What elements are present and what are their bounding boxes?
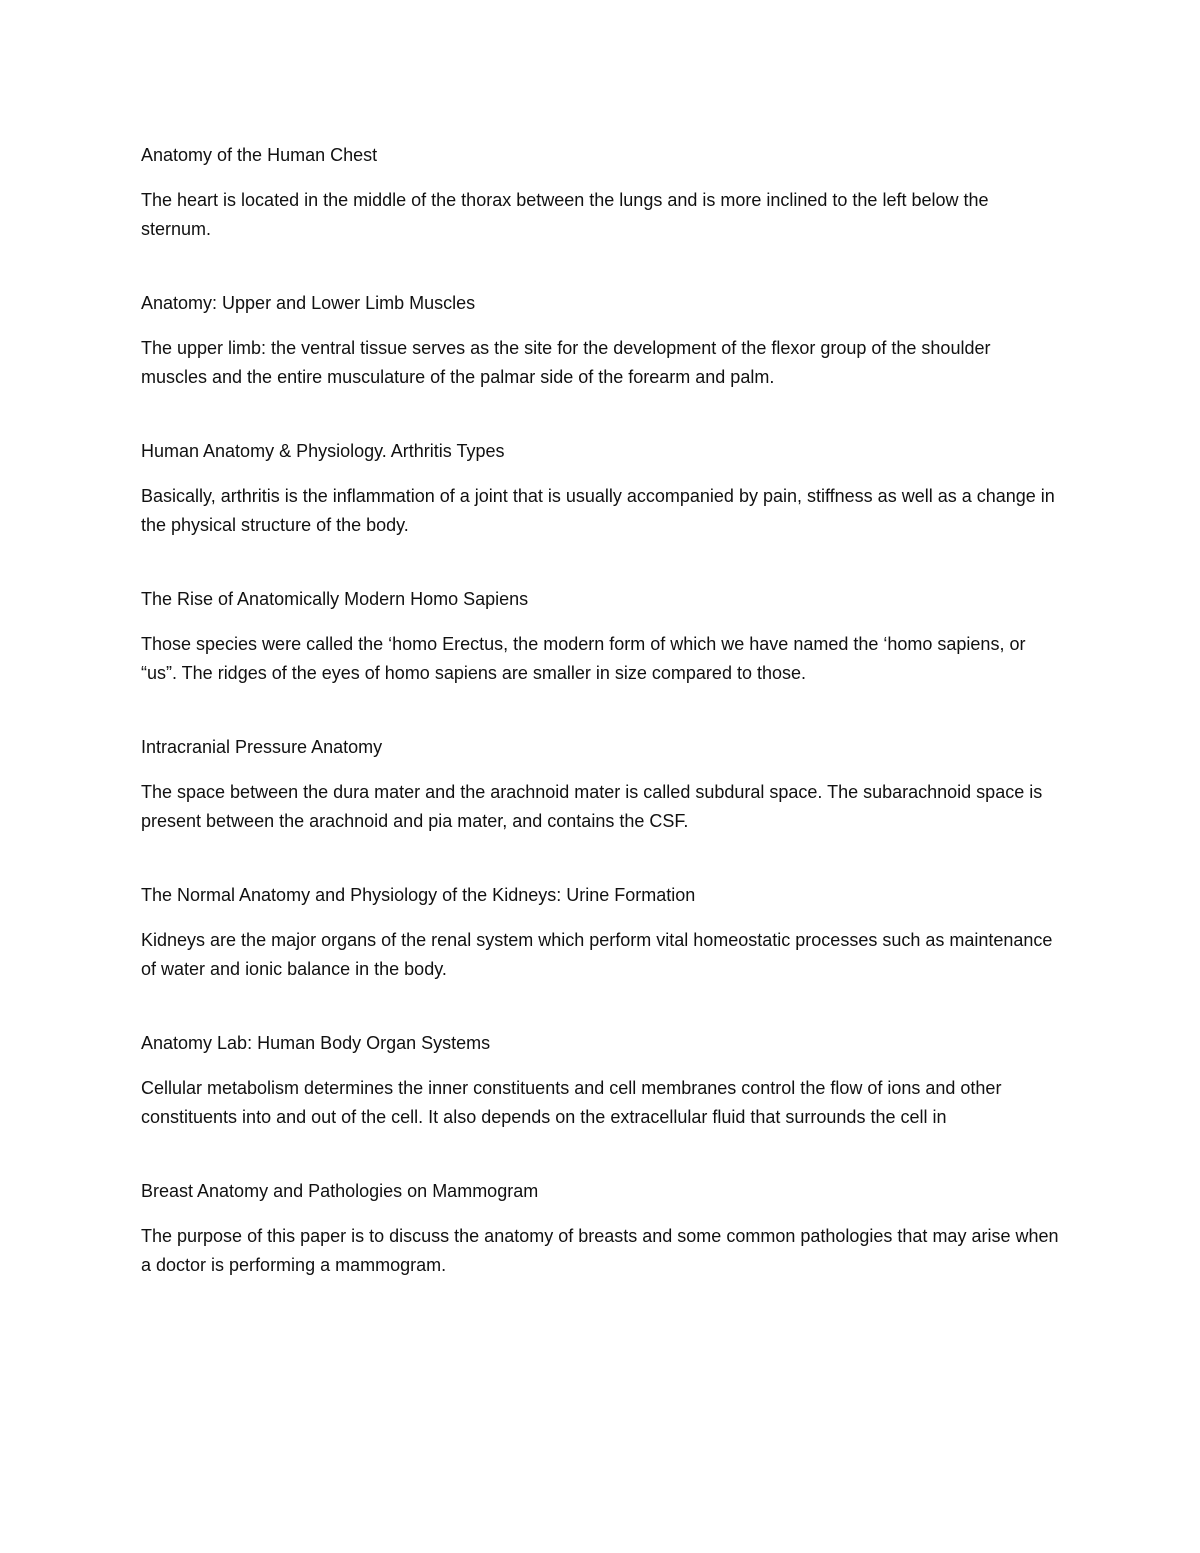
entry-body: Those species were called the ‘homo Erectus, the modern form of which we have named the ‘homo sapiens, or “us”. The ridges of the eyes of homo sapiens are smaller in size compared to those. (141, 634, 1026, 683)
entry-title: Anatomy of the Human Chest (141, 145, 378, 165)
entry-chest (141, 141, 1061, 244)
entry-limb-muscles (141, 289, 1061, 392)
entry-organ-systems (141, 1029, 1061, 1132)
entry-body: Kidneys are the major organs of the renal system which perform vital homeostatic processes such as maintenance of water and ionic balance in the body. (141, 930, 1053, 979)
entry-arthritis (141, 437, 1061, 540)
entry-body: The upper limb: the ventral tissue serves as the site for the development of the flexor group of the shoulder muscles and the entire musculature of the palmar side of the forearm and palm. (141, 338, 991, 387)
entry-title: Human Anatomy & Physiology. Arthritis Types (141, 441, 505, 461)
entry-homo-sapiens (141, 585, 1061, 688)
entry-body: The heart is located in the middle of the thorax between the lungs and is more inclined to the left below the sternum. (141, 190, 989, 239)
entry-mammogram (141, 1177, 1061, 1280)
entry-title: Breast Anatomy and Pathologies on Mammogram (141, 1181, 539, 1201)
entry-title: The Normal Anatomy and Physiology of the Kidneys: Urine Formation (141, 885, 696, 905)
entry-body: The space between the dura mater and the arachnoid mater is called subdural space. The subarachnoid space is present between the arachnoid and pia mater, and contains the CSF. (141, 782, 1043, 831)
entry-intracranial (141, 733, 1061, 836)
entry-title: The Rise of Anatomically Modern Homo Sapiens (141, 589, 529, 609)
entry-kidneys (141, 881, 1061, 984)
entry-title: Anatomy: Upper and Lower Limb Muscles (141, 293, 476, 313)
document-content (141, 141, 1061, 1325)
entry-body: The purpose of this paper is to discuss the anatomy of breasts and some common pathologies that may arise when a doctor is performing a mammogram. (141, 1226, 1059, 1275)
entry-body: Cellular metabolism determines the inner constituents and cell membranes control the flow of ions and other constituents into and out of the cell. It also depends on the extracellular fluid that surrounds the cell in (141, 1078, 1002, 1127)
entry-title: Intracranial Pressure Anatomy (141, 737, 383, 757)
entry-title: Anatomy Lab: Human Body Organ Systems (141, 1033, 491, 1053)
entry-body: Basically, arthritis is the inflammation of a joint that is usually accompanied by pain, stiffness as well as a change in the physical structure of the body. (141, 486, 1055, 535)
